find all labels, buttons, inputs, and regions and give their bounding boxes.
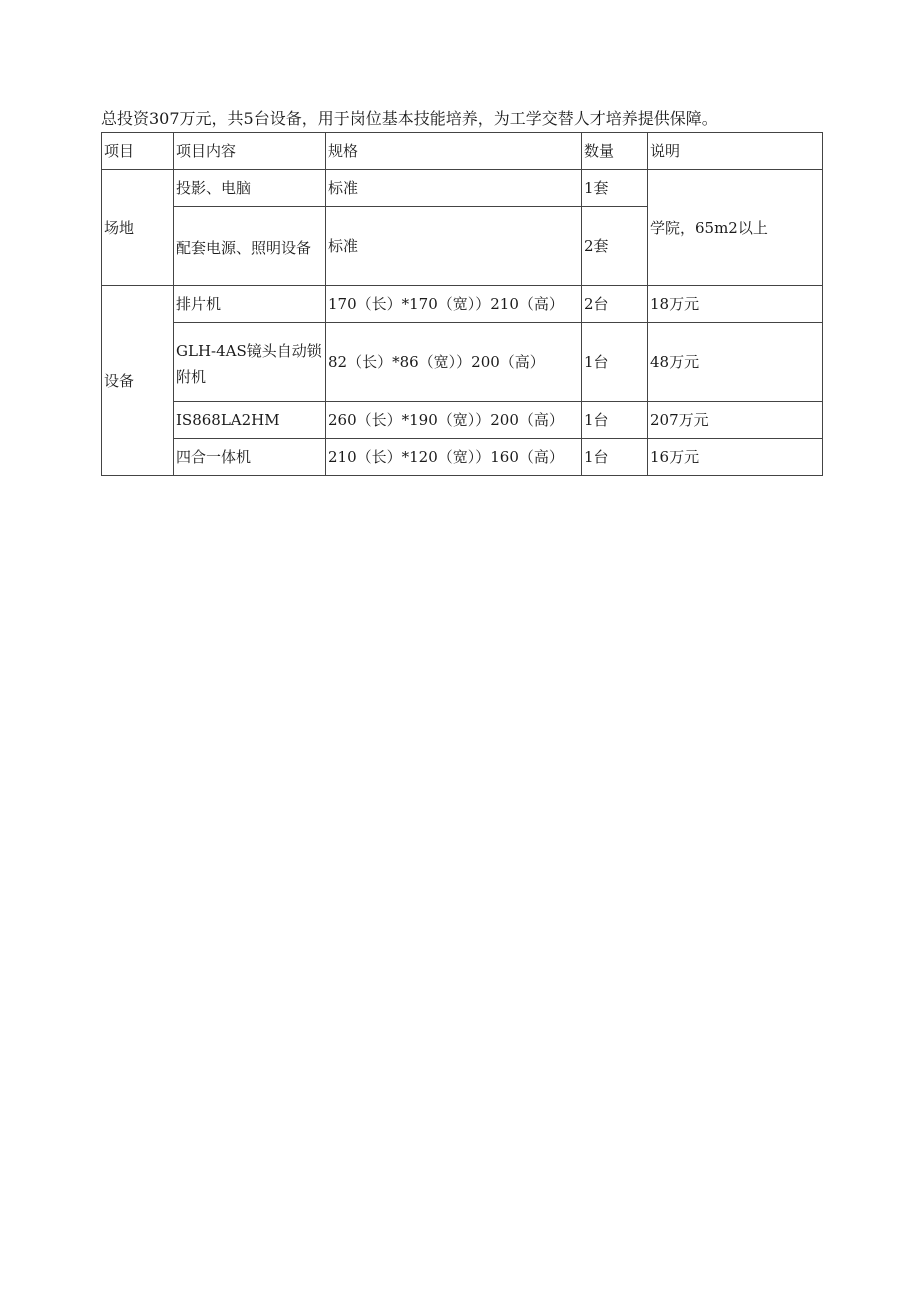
header-cell-project: 项目 — [102, 133, 174, 170]
intro-paragraph: 总投资307万元，共5台设备，用于岗位基本技能培养，为工学交替人才培养提供保障。 — [101, 109, 718, 128]
content-cell: 排片机 — [174, 286, 326, 323]
table-row — [102, 402, 823, 439]
note-cell: 207万元 — [648, 402, 823, 439]
note-cell-site: 学院，65m2以上 — [648, 170, 823, 286]
header-cell-spec: 规格 — [326, 133, 582, 170]
note-cell: 16万元 — [648, 439, 823, 476]
content-cell: 配套电源、照明设备 — [174, 207, 326, 286]
spec-cell: 82（长）*86（宽））200（高） — [326, 323, 582, 402]
table-row — [102, 323, 823, 402]
spec-cell: 标准 — [326, 207, 582, 286]
quantity-cell: 1套 — [582, 170, 648, 207]
quantity-cell: 2套 — [582, 207, 648, 286]
content-cell: 四合一体机 — [174, 439, 326, 476]
investment-table — [101, 132, 823, 476]
note-cell: 48万元 — [648, 323, 823, 402]
group-cell-equipment: 设备 — [102, 286, 174, 476]
table-row — [102, 170, 823, 207]
content-cell: GLH-4AS镜头自动锁附机 — [174, 323, 326, 402]
note-cell: 18万元 — [648, 286, 823, 323]
quantity-cell: 1台 — [582, 439, 648, 476]
spec-cell: 210（长）*120（宽））160（高） — [326, 439, 582, 476]
content-cell: 投影、电脑 — [174, 170, 326, 207]
quantity-cell: 1台 — [582, 323, 648, 402]
table-header-row — [102, 133, 823, 170]
spec-cell: 170（长）*170（宽））210（高） — [326, 286, 582, 323]
group-cell-site: 场地 — [102, 170, 174, 286]
spec-cell: 标准 — [326, 170, 582, 207]
header-cell-content: 项目内容 — [174, 133, 326, 170]
quantity-cell: 2台 — [582, 286, 648, 323]
header-cell-note: 说明 — [648, 133, 823, 170]
quantity-cell: 1台 — [582, 402, 648, 439]
spec-cell: 260（长）*190（宽））200（高） — [326, 402, 582, 439]
table-row — [102, 286, 823, 323]
table-row — [102, 439, 823, 476]
content-cell: IS868LA2HM — [174, 402, 326, 439]
header-cell-quantity: 数量 — [582, 133, 648, 170]
